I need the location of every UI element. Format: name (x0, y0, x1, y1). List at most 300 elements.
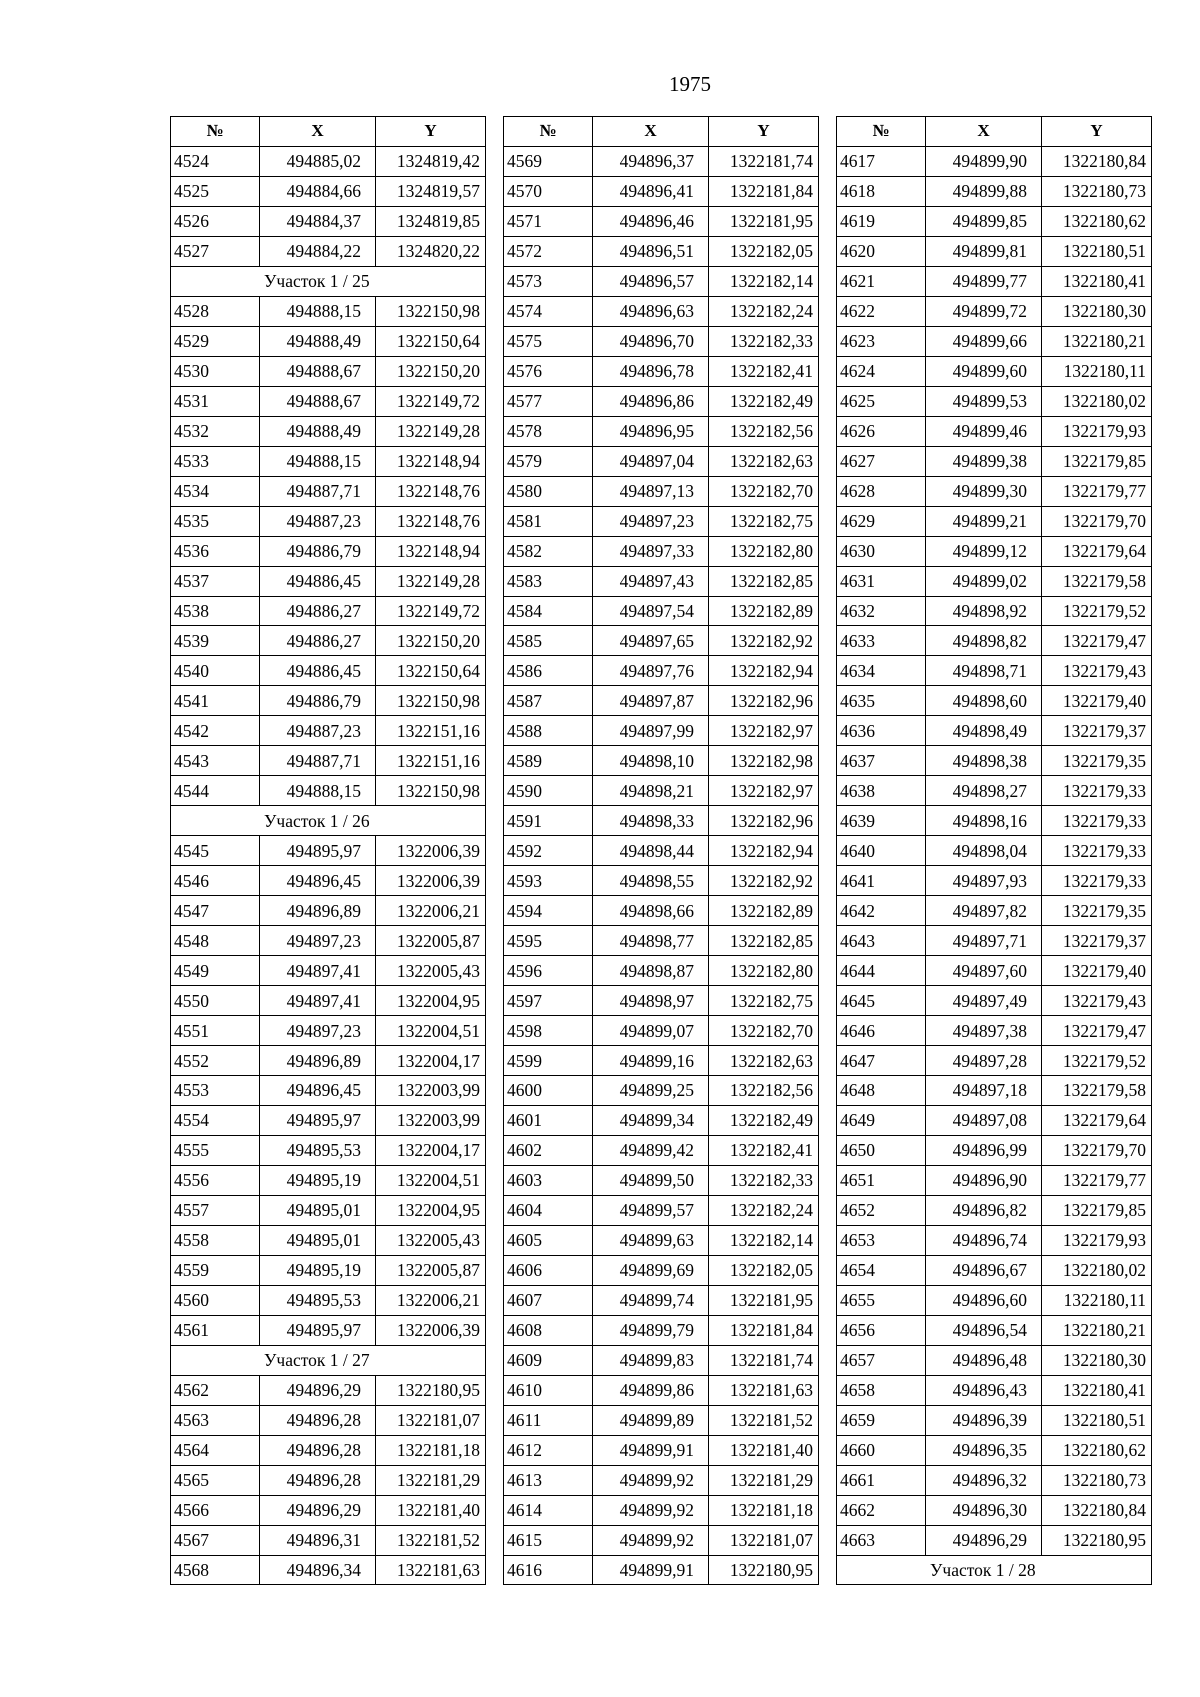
point-number-cell: 4598 (504, 1016, 593, 1046)
x-coordinate-cell: 494896,78 (593, 356, 709, 386)
table-row (504, 326, 819, 356)
y-coordinate-cell: 1322181,74 (709, 146, 819, 176)
point-number-cell: 4652 (837, 1195, 926, 1225)
y-coordinate-cell: 1322182,70 (709, 476, 819, 506)
point-number-cell: 4658 (837, 1375, 926, 1405)
y-coordinate-cell: 1322182,85 (709, 926, 819, 956)
x-coordinate-cell: 494896,57 (593, 266, 709, 296)
table-row (837, 1046, 1152, 1076)
x-coordinate-cell: 494899,50 (593, 1165, 709, 1195)
x-coordinate-cell: 494884,66 (260, 176, 376, 206)
point-number-cell: 4638 (837, 776, 926, 806)
table-row (171, 926, 486, 956)
table-row (171, 1555, 486, 1585)
point-number-cell: 4584 (504, 596, 593, 626)
point-number-cell: 4550 (171, 986, 260, 1016)
y-coordinate-cell: 1322150,64 (376, 326, 486, 356)
table-row (171, 1225, 486, 1255)
x-coordinate-cell: 494895,01 (260, 1225, 376, 1255)
table-row (837, 1405, 1152, 1435)
point-number-cell: 4613 (504, 1465, 593, 1495)
point-number-cell: 4643 (837, 926, 926, 956)
table-row (837, 1345, 1152, 1375)
y-coordinate-cell: 1322182,80 (709, 536, 819, 566)
x-coordinate-cell: 494886,27 (260, 596, 376, 626)
header-y: Y (376, 117, 486, 147)
table-row (504, 1135, 819, 1165)
table-row (837, 1495, 1152, 1525)
point-number-cell: 4594 (504, 896, 593, 926)
point-number-cell: 4637 (837, 746, 926, 776)
table-row (837, 626, 1152, 656)
x-coordinate-cell: 494899,42 (593, 1135, 709, 1165)
point-number-cell: 4622 (837, 296, 926, 326)
y-coordinate-cell: 1322150,98 (376, 296, 486, 326)
x-coordinate-cell: 494888,49 (260, 326, 376, 356)
x-coordinate-cell: 494896,74 (926, 1225, 1042, 1255)
x-coordinate-cell: 494895,97 (260, 1105, 376, 1135)
point-number-cell: 4610 (504, 1375, 593, 1405)
y-coordinate-cell: 1322006,21 (376, 896, 486, 926)
x-coordinate-cell: 494897,76 (593, 656, 709, 686)
x-coordinate-cell: 494897,93 (926, 866, 1042, 896)
point-number-cell: 4660 (837, 1435, 926, 1465)
table-row (171, 236, 486, 266)
point-number-cell: 4537 (171, 566, 260, 596)
x-coordinate-cell: 494899,63 (593, 1225, 709, 1255)
point-number-cell: 4639 (837, 806, 926, 836)
table-row (837, 446, 1152, 476)
table-row (837, 776, 1152, 806)
table-row (504, 1225, 819, 1255)
point-number-cell: 4553 (171, 1076, 260, 1106)
y-coordinate-cell: 1322182,75 (709, 506, 819, 536)
table-row (504, 176, 819, 206)
point-number-cell: 4561 (171, 1315, 260, 1345)
point-number-cell: 4640 (837, 836, 926, 866)
table-row (171, 1135, 486, 1165)
point-number-cell: 4645 (837, 986, 926, 1016)
x-coordinate-cell: 494896,51 (593, 236, 709, 266)
table-row (504, 266, 819, 296)
y-coordinate-cell: 1322181,18 (376, 1435, 486, 1465)
table-row (504, 926, 819, 956)
x-coordinate-cell: 494899,25 (593, 1076, 709, 1106)
x-coordinate-cell: 494899,53 (926, 386, 1042, 416)
point-number-cell: 4654 (837, 1255, 926, 1285)
x-coordinate-cell: 494895,97 (260, 836, 376, 866)
table-row (837, 1285, 1152, 1315)
point-number-cell: 4611 (504, 1405, 593, 1435)
table-row (504, 476, 819, 506)
x-coordinate-cell: 494897,43 (593, 566, 709, 596)
x-coordinate-cell: 494897,38 (926, 1016, 1042, 1046)
table-row (504, 1076, 819, 1106)
y-coordinate-cell: 1322179,85 (1042, 1195, 1152, 1225)
table-row (504, 1555, 819, 1585)
point-number-cell: 4632 (837, 596, 926, 626)
point-number-cell: 4618 (837, 176, 926, 206)
x-coordinate-cell: 494897,60 (926, 956, 1042, 986)
y-coordinate-cell: 1322180,95 (1042, 1525, 1152, 1555)
y-coordinate-cell: 1322181,52 (709, 1405, 819, 1435)
point-number-cell: 4605 (504, 1225, 593, 1255)
x-coordinate-cell: 494888,49 (260, 416, 376, 446)
y-coordinate-cell: 1322182,41 (709, 356, 819, 386)
point-number-cell: 4633 (837, 626, 926, 656)
x-coordinate-cell: 494898,10 (593, 746, 709, 776)
table-row (171, 536, 486, 566)
point-number-cell: 4653 (837, 1225, 926, 1255)
y-coordinate-cell: 1322182,33 (709, 1165, 819, 1195)
point-number-cell: 4657 (837, 1345, 926, 1375)
x-coordinate-cell: 494899,69 (593, 1255, 709, 1285)
y-coordinate-cell: 1322179,93 (1042, 1225, 1152, 1255)
point-number-cell: 4538 (171, 596, 260, 626)
y-coordinate-cell: 1322179,37 (1042, 926, 1152, 956)
table-row (504, 356, 819, 386)
x-coordinate-cell: 494896,43 (926, 1375, 1042, 1405)
y-coordinate-cell: 1322182,56 (709, 416, 819, 446)
x-coordinate-cell: 494897,23 (593, 506, 709, 536)
x-coordinate-cell: 494897,23 (260, 1016, 376, 1046)
x-coordinate-cell: 494899,66 (926, 326, 1042, 356)
table-row (837, 986, 1152, 1016)
point-number-cell: 4590 (504, 776, 593, 806)
x-coordinate-cell: 494899,86 (593, 1375, 709, 1405)
y-coordinate-cell: 1322180,21 (1042, 326, 1152, 356)
point-number-cell: 4565 (171, 1465, 260, 1495)
point-number-cell: 4650 (837, 1135, 926, 1165)
x-coordinate-cell: 494898,92 (926, 596, 1042, 626)
point-number-cell: 4616 (504, 1555, 593, 1585)
table-row (504, 296, 819, 326)
y-coordinate-cell: 1322180,73 (1042, 176, 1152, 206)
x-coordinate-cell: 494899,81 (926, 236, 1042, 266)
table-row (504, 386, 819, 416)
x-coordinate-cell: 494899,85 (926, 206, 1042, 236)
point-number-cell: 4628 (837, 476, 926, 506)
x-coordinate-cell: 494896,63 (593, 296, 709, 326)
table-row (837, 566, 1152, 596)
point-number-cell: 4546 (171, 866, 260, 896)
x-coordinate-cell: 494896,28 (260, 1405, 376, 1435)
coordinates-table-2 (503, 116, 819, 1585)
x-coordinate-cell: 494887,23 (260, 716, 376, 746)
table-row (837, 716, 1152, 746)
x-coordinate-cell: 494896,37 (593, 146, 709, 176)
point-number-cell: 4596 (504, 956, 593, 986)
y-coordinate-cell: 1322006,39 (376, 836, 486, 866)
y-coordinate-cell: 1322182,89 (709, 896, 819, 926)
table-row (504, 446, 819, 476)
table-row (837, 596, 1152, 626)
point-number-cell: 4532 (171, 416, 260, 446)
point-number-cell: 4593 (504, 866, 593, 896)
y-coordinate-cell: 1324819,42 (376, 146, 486, 176)
table-row (171, 1285, 486, 1315)
x-coordinate-cell: 494895,53 (260, 1285, 376, 1315)
x-coordinate-cell: 494897,23 (260, 926, 376, 956)
table-row (837, 1375, 1152, 1405)
y-coordinate-cell: 1322182,92 (709, 626, 819, 656)
x-coordinate-cell: 494898,16 (926, 806, 1042, 836)
y-coordinate-cell: 1324819,57 (376, 176, 486, 206)
point-number-cell: 4627 (837, 446, 926, 476)
point-number-cell: 4579 (504, 446, 593, 476)
table-row (837, 416, 1152, 446)
x-coordinate-cell: 494898,87 (593, 956, 709, 986)
point-number-cell: 4588 (504, 716, 593, 746)
x-coordinate-cell: 494899,07 (593, 1016, 709, 1046)
y-coordinate-cell: 1322179,52 (1042, 596, 1152, 626)
x-coordinate-cell: 494896,32 (926, 1465, 1042, 1495)
point-number-cell: 4578 (504, 416, 593, 446)
table-row (504, 836, 819, 866)
y-coordinate-cell: 1322003,99 (376, 1076, 486, 1106)
table-row (837, 326, 1152, 356)
table-row (504, 416, 819, 446)
table-row (837, 746, 1152, 776)
x-coordinate-cell: 494886,27 (260, 626, 376, 656)
table-row (171, 626, 486, 656)
y-coordinate-cell: 1322179,58 (1042, 1076, 1152, 1106)
point-number-cell: 4603 (504, 1165, 593, 1195)
x-coordinate-cell: 494896,46 (593, 206, 709, 236)
y-coordinate-cell: 1322179,93 (1042, 416, 1152, 446)
section-title: Участок 1 / 26 (171, 806, 486, 836)
y-coordinate-cell: 1322179,35 (1042, 746, 1152, 776)
y-coordinate-cell: 1324819,85 (376, 206, 486, 236)
table-row (837, 356, 1152, 386)
table-row (504, 746, 819, 776)
point-number-cell: 4599 (504, 1046, 593, 1076)
y-coordinate-cell: 1322004,51 (376, 1165, 486, 1195)
y-coordinate-cell: 1322179,33 (1042, 776, 1152, 806)
table-row (837, 176, 1152, 206)
table-row (837, 1225, 1152, 1255)
table-row (504, 1285, 819, 1315)
point-number-cell: 4541 (171, 686, 260, 716)
x-coordinate-cell: 494897,71 (926, 926, 1042, 956)
x-coordinate-cell: 494898,38 (926, 746, 1042, 776)
y-coordinate-cell: 1322150,98 (376, 776, 486, 806)
y-coordinate-cell: 1322182,98 (709, 746, 819, 776)
y-coordinate-cell: 1322181,84 (709, 176, 819, 206)
y-coordinate-cell: 1322181,40 (709, 1435, 819, 1465)
point-number-cell: 4560 (171, 1285, 260, 1315)
table-row (837, 1135, 1152, 1165)
y-coordinate-cell: 1322148,76 (376, 506, 486, 536)
y-coordinate-cell: 1322179,64 (1042, 1105, 1152, 1135)
table-row (504, 1435, 819, 1465)
table-row (504, 596, 819, 626)
table-row (504, 236, 819, 266)
x-coordinate-cell: 494896,30 (926, 1495, 1042, 1525)
table-row (837, 1016, 1152, 1046)
point-number-cell: 4567 (171, 1525, 260, 1555)
point-number-cell: 4554 (171, 1105, 260, 1135)
y-coordinate-cell: 1322006,39 (376, 1315, 486, 1345)
y-coordinate-cell: 1322005,43 (376, 956, 486, 986)
y-coordinate-cell: 1322180,51 (1042, 236, 1152, 266)
table-row (171, 1315, 486, 1345)
point-number-cell: 4624 (837, 356, 926, 386)
x-coordinate-cell: 494898,21 (593, 776, 709, 806)
x-coordinate-cell: 494896,82 (926, 1195, 1042, 1225)
point-number-cell: 4545 (171, 836, 260, 866)
table-row (837, 1525, 1152, 1555)
y-coordinate-cell: 1322179,64 (1042, 536, 1152, 566)
point-number-cell: 4536 (171, 536, 260, 566)
table-row (504, 566, 819, 596)
x-coordinate-cell: 494897,18 (926, 1076, 1042, 1106)
point-number-cell: 4606 (504, 1255, 593, 1285)
point-number-cell: 4574 (504, 296, 593, 326)
section-title: Участок 1 / 27 (171, 1345, 486, 1375)
y-coordinate-cell: 1322180,11 (1042, 1285, 1152, 1315)
y-coordinate-cell: 1322004,95 (376, 986, 486, 1016)
point-number-cell: 4564 (171, 1435, 260, 1465)
point-number-cell: 4659 (837, 1405, 926, 1435)
point-number-cell: 4548 (171, 926, 260, 956)
y-coordinate-cell: 1322148,94 (376, 536, 486, 566)
table-row (171, 746, 486, 776)
point-number-cell: 4620 (837, 236, 926, 266)
x-coordinate-cell: 494896,45 (260, 1076, 376, 1106)
x-coordinate-cell: 494896,60 (926, 1285, 1042, 1315)
y-coordinate-cell: 1322179,33 (1042, 866, 1152, 896)
y-coordinate-cell: 1322182,05 (709, 1255, 819, 1285)
point-number-cell: 4662 (837, 1495, 926, 1525)
table-row (504, 656, 819, 686)
x-coordinate-cell: 494899,92 (593, 1495, 709, 1525)
x-coordinate-cell: 494888,15 (260, 296, 376, 326)
point-number-cell: 4585 (504, 626, 593, 656)
y-coordinate-cell: 1322182,85 (709, 566, 819, 596)
y-coordinate-cell: 1322004,17 (376, 1135, 486, 1165)
y-coordinate-cell: 1322180,41 (1042, 266, 1152, 296)
table-row (504, 506, 819, 536)
x-coordinate-cell: 494888,15 (260, 446, 376, 476)
x-coordinate-cell: 494898,55 (593, 866, 709, 896)
point-number-cell: 4629 (837, 506, 926, 536)
point-number-cell: 4543 (171, 746, 260, 776)
table-row (504, 866, 819, 896)
table-row (504, 1255, 819, 1285)
point-number-cell: 4615 (504, 1525, 593, 1555)
y-coordinate-cell: 1322181,95 (709, 1285, 819, 1315)
y-coordinate-cell: 1322182,97 (709, 716, 819, 746)
table-row (837, 836, 1152, 866)
x-coordinate-cell: 494885,02 (260, 146, 376, 176)
point-number-cell: 4636 (837, 716, 926, 746)
table-row (504, 146, 819, 176)
section-title: Участок 1 / 25 (171, 266, 486, 296)
point-number-cell: 4544 (171, 776, 260, 806)
x-coordinate-cell: 494888,15 (260, 776, 376, 806)
table-row (504, 1105, 819, 1135)
table-row (171, 1046, 486, 1076)
x-coordinate-cell: 494896,67 (926, 1255, 1042, 1285)
x-coordinate-cell: 494896,99 (926, 1135, 1042, 1165)
x-coordinate-cell: 494898,97 (593, 986, 709, 1016)
table-row (504, 1165, 819, 1195)
y-coordinate-cell: 1322181,63 (376, 1555, 486, 1585)
table-row (504, 626, 819, 656)
table-row (171, 686, 486, 716)
point-number-cell: 4644 (837, 956, 926, 986)
y-coordinate-cell: 1322181,52 (376, 1525, 486, 1555)
x-coordinate-cell: 494896,29 (260, 1495, 376, 1525)
x-coordinate-cell: 494899,60 (926, 356, 1042, 386)
table-row (171, 146, 486, 176)
header-y: Y (1042, 117, 1152, 147)
point-number-cell: 4602 (504, 1135, 593, 1165)
y-coordinate-cell: 1322181,18 (709, 1495, 819, 1525)
y-coordinate-cell: 1322180,02 (1042, 1255, 1152, 1285)
table-row (171, 296, 486, 326)
x-coordinate-cell: 494899,89 (593, 1405, 709, 1435)
x-coordinate-cell: 494884,37 (260, 206, 376, 236)
table-row (171, 776, 486, 806)
y-coordinate-cell: 1322003,99 (376, 1105, 486, 1135)
y-coordinate-cell: 1322150,98 (376, 686, 486, 716)
x-coordinate-cell: 494897,65 (593, 626, 709, 656)
y-coordinate-cell: 1322182,33 (709, 326, 819, 356)
y-coordinate-cell: 1322182,63 (709, 1046, 819, 1076)
y-coordinate-cell: 1322179,33 (1042, 806, 1152, 836)
x-coordinate-cell: 494896,28 (260, 1465, 376, 1495)
x-coordinate-cell: 494895,53 (260, 1135, 376, 1165)
point-number-cell: 4600 (504, 1076, 593, 1106)
x-coordinate-cell: 494895,19 (260, 1165, 376, 1195)
table-row (171, 836, 486, 866)
y-coordinate-cell: 1322148,76 (376, 476, 486, 506)
x-coordinate-cell: 494895,01 (260, 1195, 376, 1225)
header-number: № (171, 117, 260, 147)
y-coordinate-cell: 1322179,40 (1042, 686, 1152, 716)
x-coordinate-cell: 494896,28 (260, 1435, 376, 1465)
section-header-row (171, 1345, 486, 1375)
table-row (171, 386, 486, 416)
table-row (171, 356, 486, 386)
point-number-cell: 4527 (171, 236, 260, 266)
y-coordinate-cell: 1322180,11 (1042, 356, 1152, 386)
point-number-cell: 4524 (171, 146, 260, 176)
table-row (171, 956, 486, 986)
table-row (504, 806, 819, 836)
y-coordinate-cell: 1322180,51 (1042, 1405, 1152, 1435)
y-coordinate-cell: 1322151,16 (376, 716, 486, 746)
x-coordinate-cell: 494899,90 (926, 146, 1042, 176)
x-coordinate-cell: 494896,29 (260, 1375, 376, 1405)
table-row (837, 1105, 1152, 1135)
table-row (504, 1315, 819, 1345)
y-coordinate-cell: 1322006,39 (376, 866, 486, 896)
point-number-cell: 4641 (837, 866, 926, 896)
x-coordinate-cell: 494897,54 (593, 596, 709, 626)
y-coordinate-cell: 1322005,43 (376, 1225, 486, 1255)
table-row (837, 1165, 1152, 1195)
table-row (504, 986, 819, 1016)
table-row (837, 1435, 1152, 1465)
y-coordinate-cell: 1322182,80 (709, 956, 819, 986)
y-coordinate-cell: 1322182,24 (709, 1195, 819, 1225)
point-number-cell: 4572 (504, 236, 593, 266)
y-coordinate-cell: 1322182,70 (709, 1016, 819, 1046)
point-number-cell: 4631 (837, 566, 926, 596)
